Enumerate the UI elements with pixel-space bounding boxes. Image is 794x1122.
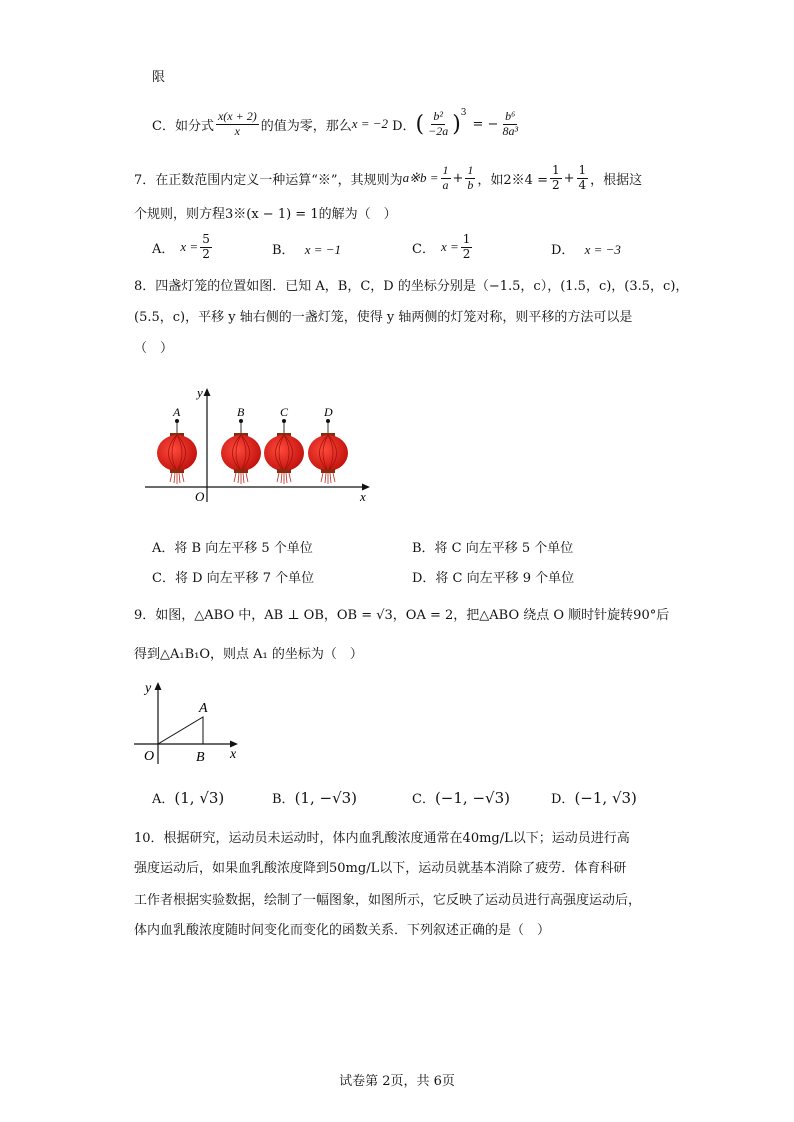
svg-text:D: D: [324, 405, 333, 419]
triangle-figure: [130, 672, 250, 767]
q9-choice-b[interactable]: B．(1, −√3): [272, 789, 358, 807]
svg-text:B: B: [237, 405, 245, 419]
q9-choice-d[interactable]: D．(−1, √3): [551, 789, 637, 807]
origin-label: O: [195, 489, 205, 504]
lantern-d: [308, 405, 348, 484]
y-axis-label: y: [145, 681, 152, 696]
q8-choice-d[interactable]: D．将 C 向左平移 9 个单位: [412, 571, 575, 586]
q10-line1: 10．根据研究，运动员未运动时，体内血乳酸浓度通常在40mg/L以下；运动员进行高: [134, 831, 630, 846]
page-footer: 试卷第 2页，共 6页: [339, 1074, 455, 1089]
q7-choice-b[interactable]: B． x = −1: [272, 242, 342, 258]
q9-choice-c[interactable]: C．(−1, −√3): [412, 789, 510, 807]
lantern-b: [221, 405, 261, 484]
q7-choice-d[interactable]: D． x = −3: [551, 242, 621, 258]
x-axis-label: x: [360, 489, 366, 504]
point-a-label: A: [199, 701, 208, 716]
q7-choice-a[interactable]: A． x = $\frac{5}{2}$: [152, 232, 210, 261]
q6-d-fraction: $\frac{\text{b²}}{-2a}$: [428, 109, 449, 138]
q10-line2: 强度运动后，如果血乳酸浓度降到50mg/L以下，运动员就基本消除了疲劳．体育科研: [134, 861, 627, 876]
q6-d-result-fraction: $\frac{\text{b⁶}}{\text{8a³}}$: [502, 109, 519, 138]
lantern-figure: [140, 380, 380, 505]
q8-line2: (5.5，c)，平移 y 轴右侧的一盏灯笼，使得 y 轴两侧的灯笼对称，则平移的方法可以是: [134, 310, 633, 325]
continued-text: 限: [152, 70, 166, 85]
q7-line1: 7．在正数范围内定义一种运算“※”，其规则为 a※b = $\frac{1}{a}$ + $\frac{1}{b}$ ，如2※4 = $\frac{1}{2}$ + $\frac{1}{4}$ ，根据这: [134, 163, 643, 192]
q10-line3: 工作者根据实验数据，绘制了一幅图象，如图所示，它反映了运动员进行高强度运动后，: [134, 893, 642, 908]
q9-choice-a[interactable]: A．(1, √3): [152, 789, 225, 807]
point-b-label: B: [196, 750, 205, 765]
y-axis-arrow: [204, 388, 211, 396]
q8-choice-b[interactable]: B．将 C 向左平移 5 个单位: [412, 541, 574, 556]
x-axis-label: x: [230, 747, 237, 762]
q8-choice-c[interactable]: C．将 D 向左平移 7 个单位: [152, 571, 315, 586]
q7-choice-c[interactable]: C． x = $\frac{1}{2}$: [412, 232, 471, 261]
lantern-a: [157, 405, 197, 484]
q9-line2: 得到△A₁B₁O，则点 A₁ 的坐标为（ ）: [134, 647, 363, 662]
svg-text:A: A: [173, 405, 181, 419]
origin-label: O: [144, 749, 155, 764]
q7-line2: 个规则，则方程3※(x − 1) = 1的解为（ ）: [134, 207, 397, 222]
q8-line1: 8．四盏灯笼的位置如图．已知 A，B，C，D 的坐标分别是（−1.5，c），(1.5，c)，(3.5，c)，: [134, 279, 689, 294]
q8-line3: （ ）: [134, 341, 174, 356]
q10-line4: 体内血乳酸浓度随时间变化而变化的函数关系．下列叙述正确的是（ ）: [134, 923, 551, 938]
q6-option-c: C． 如分式 $\frac{x(x + 2)}{x}$ 的值为零，那么 x = −2 D． ( $\frac{\text{b²}}{-2a}$ ) 3 = − $\frac{\text{b⁶}}{\text{8a³}}$: [152, 108, 519, 138]
y-axis-label: y: [197, 385, 203, 400]
y-axis-arrow: [155, 682, 162, 690]
q6-c-fraction: $\frac{x(x + 2)}{x}$: [217, 109, 257, 138]
triangle-abo: [158, 717, 203, 744]
svg-text:C: C: [280, 405, 289, 419]
q9-line1: 9．如图，△ABO 中，AB ⊥ OB，OB = √3，OA = 2，把△ABO 绕点 O 顺时针旋转90°后: [134, 608, 670, 623]
lantern-c: [264, 405, 304, 484]
q8-choice-a[interactable]: A．将 B 向左平移 5 个单位: [152, 541, 313, 556]
